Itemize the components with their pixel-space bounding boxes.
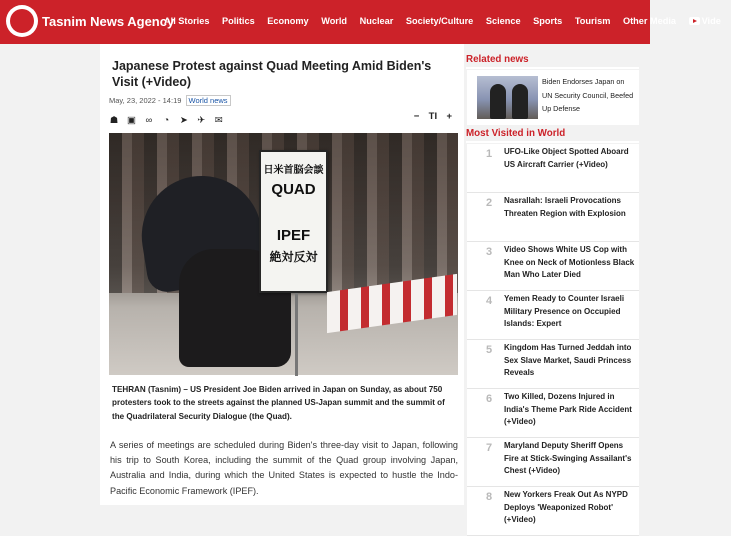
- rank-number: 5: [486, 344, 493, 356]
- email-icon[interactable]: ✉: [214, 115, 223, 126]
- story-link[interactable]: Nasrallah: Israeli Provocations Threaten Region with Explosion: [504, 196, 626, 218]
- font-decrease-button[interactable]: −: [413, 111, 420, 122]
- article-container: [100, 44, 464, 505]
- related-news-link[interactable]: Biden Endorses Japan on UN Security Council, Beefed Up Defense: [542, 77, 634, 113]
- article-lead: TEHRAN (Tasnim) – US President Joe Biden arrived in Japan on Sunday, as about 750 protesters took to the streets against the planned US-Japan summit and the summit of the Quadrilateral Security Dialogue (the Quad).: [112, 385, 445, 421]
- link-icon[interactable]: ∞: [145, 115, 153, 126]
- article-category[interactable]: World news: [186, 95, 231, 106]
- rank-number: 4: [486, 295, 493, 307]
- comment-icon[interactable]: ☗: [109, 115, 119, 126]
- article-body: A series of meetings are scheduled during Biden's three-day visit to Japan, following his trip to South Korea, including the summit of the Quad group involving Japan, Australia and India, during which the United States is expected to hustle the Indo-Pacific Economic Framework (IPEF).: [110, 440, 458, 496]
- rank-number: 8: [486, 491, 493, 503]
- most-visited-item[interactable]: [467, 438, 639, 487]
- font-size-controls: [411, 108, 455, 122]
- rank-number: 2: [486, 197, 493, 209]
- most-visited-item[interactable]: [467, 487, 639, 536]
- nav-economy[interactable]: Economy: [267, 16, 309, 26]
- nav-all-stories[interactable]: All Stories: [164, 16, 210, 26]
- story-link[interactable]: Two Killed, Dozens Injured in India's Theme Park Ride Accident (+Video): [504, 392, 632, 426]
- sidebar: [466, 52, 639, 524]
- sign-text-opposition: 絶対反対: [269, 250, 318, 264]
- rank-number: 3: [486, 246, 493, 258]
- article-title: Japanese Protest against Quad Meeting Amid Biden's Visit (+Video): [112, 59, 432, 89]
- nav-other-media[interactable]: Other Media: [622, 16, 677, 26]
- story-link[interactable]: Kingdom Has Turned Jeddah into Sex Slave Market, Saudi Princess Reveals: [504, 343, 632, 377]
- article-photo: [109, 133, 458, 375]
- related-news-card[interactable]: [467, 70, 639, 125]
- font-size-icon: TI: [428, 111, 438, 122]
- story-link[interactable]: New Yorkers Freak Out As NYPD Deploys 'Weaponized Robot' (+Video): [504, 490, 628, 524]
- most-visited-list: [467, 144, 639, 536]
- nav-tourism[interactable]: Tourism: [574, 16, 611, 26]
- sign-pole: [295, 293, 298, 376]
- nav-nuclear[interactable]: Nuclear: [359, 16, 394, 26]
- twitter-icon[interactable]: ✈: [197, 115, 206, 126]
- whatsapp-icon[interactable]: ◔: [163, 115, 170, 126]
- most-visited-item[interactable]: [467, 193, 639, 242]
- nav-world[interactable]: World: [321, 16, 348, 26]
- most-visited-item[interactable]: [467, 144, 639, 193]
- article-meta: [109, 96, 231, 105]
- rank-number: 1: [486, 148, 493, 160]
- rank-number: 6: [486, 393, 493, 405]
- story-link[interactable]: Yemen Ready to Counter Israeli Military Presence on Occupied Islands: Expert: [504, 294, 625, 328]
- most-visited-heading: Most Visited in World: [466, 128, 639, 143]
- youtube-icon: [689, 17, 700, 25]
- nav-science[interactable]: Science: [485, 16, 521, 26]
- site-brand[interactable]: Tasnim News Agency: [42, 14, 175, 29]
- print-icon[interactable]: ▣: [126, 115, 136, 126]
- main-navigation: [164, 16, 731, 26]
- telegram-icon[interactable]: ➤: [179, 115, 188, 126]
- story-link[interactable]: Video Shows White US Cop with Knee on Neck of Motionless Black Man Who Later Died: [504, 245, 635, 279]
- article-date: May, 23, 2022 - 14:19: [109, 96, 182, 105]
- sign-text-summit: 日米首脳会談: [263, 165, 324, 176]
- font-increase-button[interactable]: +: [446, 111, 452, 122]
- protest-sign: [259, 150, 328, 293]
- sign-text-ipef: IPEF: [276, 227, 311, 244]
- nav-video[interactable]: Vide: [689, 16, 721, 26]
- nav-politics[interactable]: Politics: [222, 16, 255, 26]
- most-visited-item[interactable]: [467, 389, 639, 438]
- nav-society-culture[interactable]: Society/Culture: [405, 16, 474, 26]
- most-visited-item[interactable]: [467, 291, 639, 340]
- most-visited-item[interactable]: [467, 242, 639, 291]
- rank-number: 7: [486, 442, 493, 454]
- story-link[interactable]: UFO-Like Object Spotted Aboard US Aircraft Carrier (+Video): [504, 147, 629, 169]
- most-visited-item[interactable]: [467, 340, 639, 389]
- article-tools: [109, 110, 455, 124]
- story-link[interactable]: Maryland Deputy Sheriff Opens Fire at Stick-Swinging Assailant's Chest (+Video): [504, 441, 632, 475]
- related-news-heading: Related news: [466, 54, 639, 69]
- sign-text-quad: QUAD: [271, 181, 316, 198]
- tasnim-logo-icon[interactable]: [6, 5, 38, 37]
- related-news-thumbnail[interactable]: [477, 76, 538, 119]
- nav-sports[interactable]: Sports: [533, 16, 563, 26]
- site-header: [0, 0, 721, 44]
